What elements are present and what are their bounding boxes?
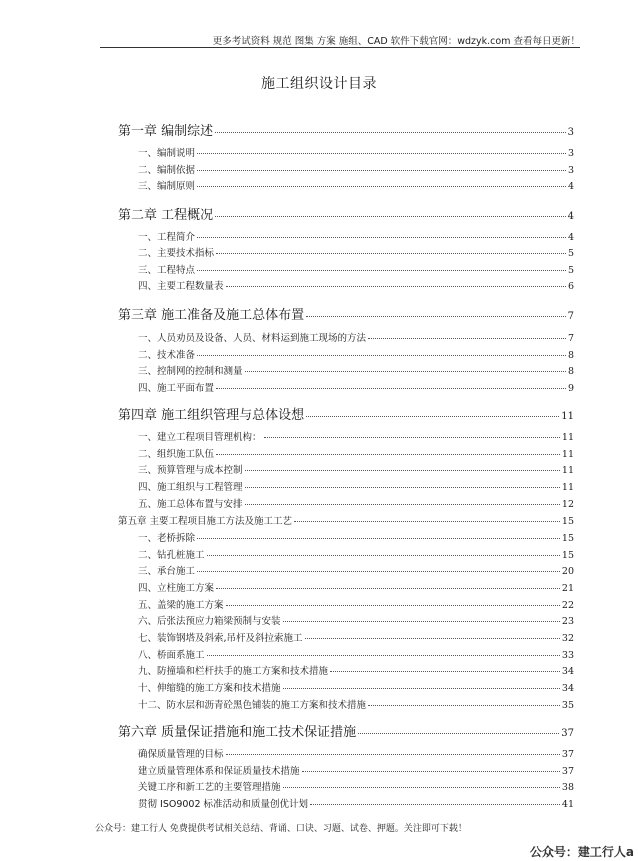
toc-chapter-entry: [118, 513, 574, 527]
toc-entry-label: 八、桥面系施工: [138, 650, 205, 661]
toc-page-number: 7: [567, 333, 574, 344]
toc-entry-label: 第一章 编制综述: [118, 124, 214, 139]
toc-entry-label: 五、盖梁的施工方案: [138, 600, 224, 611]
toc-page-number: 6: [567, 281, 574, 292]
toc-dot-leader: [216, 388, 566, 389]
toc-dot-leader: [215, 132, 565, 133]
toc-section-entry: [138, 262, 574, 276]
toc-entry-label: 七、装饰钢塔及斜索,吊杆及斜拉索施工: [138, 633, 303, 644]
toc-dot-leader: [306, 316, 565, 317]
toc-page-number: 4: [567, 211, 574, 222]
toc-dot-leader: [216, 253, 566, 254]
toc-entry-label: 三、工程特点: [138, 265, 196, 276]
toc-page-number: 3: [567, 165, 574, 176]
toc-chapter-entry: [118, 204, 574, 223]
toc-section-entry: [138, 563, 574, 577]
toc-section-entry: [138, 429, 574, 443]
toc-dot-leader: [245, 487, 560, 488]
toc-section-entry: [138, 479, 574, 493]
toc-entry-label: 关键工序和新工艺的主要管理措施: [138, 782, 281, 793]
toc-page-number: 35: [561, 700, 574, 711]
toc-dot-leader: [197, 270, 566, 271]
toc-entry-label: 三、控制网的控制和测量: [138, 366, 243, 377]
toc-dot-leader: [310, 804, 560, 805]
toc-page-number: 3: [567, 148, 574, 159]
toc-page-number: 33: [561, 650, 574, 661]
toc-page-number: 34: [561, 683, 574, 694]
toc-dot-leader: [226, 754, 560, 755]
footer-note: 公众号：建工行人 免费提供考试相关总结、背诵、口诀、习题、试卷、押题。关注即可下载！: [95, 824, 467, 834]
toc-entry-label: 九、防撞墙和栏杆扶手的施工方案和技术措施: [138, 666, 329, 677]
toc-page-number: 15: [561, 550, 574, 561]
watermark-text: 公众号：建工行人a: [529, 845, 634, 859]
toc-section-entry: [138, 779, 574, 793]
toc-entry-label: 第三章 施工准备及施工总体布置: [118, 308, 305, 323]
header-note: 更多考试资料 规范 图集 方案 施组、CAD 软件下载官网：wdzyk.com 查看每日更新！: [212, 36, 580, 47]
toc-section-entry: [138, 530, 574, 544]
toc-page-number: 8: [567, 366, 574, 377]
toc-dot-leader: [283, 787, 560, 788]
toc-page-number: 4: [567, 232, 574, 243]
toc-page-number: 34: [561, 666, 574, 677]
toc-section-entry: [138, 746, 574, 760]
toc-page-number: 37: [561, 766, 574, 777]
toc-entry-label: 一、老桥拆除: [138, 533, 196, 544]
toc-section-entry: [138, 796, 574, 810]
toc-section-entry: [138, 462, 574, 476]
toc-page-number: 12: [561, 499, 574, 510]
toc-entry-label: 十、伸缩缝的施工方案和技术措施: [138, 683, 281, 694]
toc-page-number: 37: [561, 728, 574, 739]
toc-chapter-entry: [118, 404, 574, 423]
toc-entry-label: 五、施工总体布置与安排: [138, 499, 243, 510]
toc-section-entry: [138, 663, 574, 677]
toc-section-entry: [138, 580, 574, 594]
toc-entry-label: 二、编制依据: [138, 165, 196, 176]
toc-entry-label: 一、人员劝员及设备、人员、材料运到施工现场的方法: [138, 333, 367, 344]
toc-entry-label: 建立质量管理体系和保证质量技术措施: [138, 766, 300, 777]
toc-entry-label: 二、技术准备: [138, 350, 196, 361]
toc-page-number: 5: [567, 248, 574, 259]
toc-entry-label: 十二、防水层和沥青砼黑色铺装的施工方案和技术措施: [138, 700, 367, 711]
toc-section-entry: [138, 162, 574, 176]
toc-entry-label: 六、后张法预应力箱梁预制与安装: [138, 616, 281, 627]
toc-section-entry: [138, 697, 574, 711]
toc-page-number: 4: [567, 181, 574, 192]
toc-entry-label: 一、工程简介: [138, 232, 196, 243]
toc-page-number: 9: [567, 383, 574, 394]
toc-dot-leader: [197, 186, 566, 187]
toc-entry-label: 确保质量管理的目标: [138, 749, 224, 760]
toc-entry-label: 四、施工平面布置: [138, 383, 215, 394]
toc-section-entry: [138, 363, 574, 377]
toc-section-entry: [138, 446, 574, 460]
toc-page-number: 7: [567, 311, 574, 322]
toc-page-number: 8: [567, 350, 574, 361]
toc-dot-leader: [264, 437, 560, 438]
toc-entry-label: 第五章 主要工程项目施工方法及施工工艺: [118, 516, 293, 527]
toc-dot-leader: [197, 153, 566, 154]
toc-chapter-entry: [118, 304, 574, 323]
toc-section-entry: [138, 347, 574, 361]
toc-entry-label: 第二章 工程概况: [118, 208, 214, 223]
toc-section-entry: [138, 647, 574, 661]
toc-dot-leader: [368, 338, 566, 339]
toc-dot-leader: [283, 621, 560, 622]
document-title: 施工组织设计目录: [261, 76, 377, 92]
toc-page-number: 11: [561, 465, 574, 476]
toc-dot-leader: [302, 771, 560, 772]
toc-dot-leader: [245, 470, 560, 471]
toc-page-number: 5: [567, 265, 574, 276]
toc-dot-leader: [216, 454, 560, 455]
toc-entry-label: 二、钻孔桩施工: [138, 550, 205, 561]
toc-dot-leader: [245, 504, 560, 505]
toc-dot-leader: [330, 671, 560, 672]
toc-section-entry: [138, 496, 574, 510]
toc-section-entry: [138, 278, 574, 292]
toc-section-entry: [138, 547, 574, 561]
toc-entry-label: 三、预算管理与成本控制: [138, 465, 243, 476]
toc-dot-leader: [197, 355, 566, 356]
toc-page-number: 15: [561, 516, 574, 527]
toc-dot-leader: [216, 588, 560, 589]
toc-page-number: 11: [561, 411, 574, 422]
toc-entry-label: 一、建立工程项目管理机构：: [138, 432, 262, 443]
toc-page-number: 22: [561, 600, 574, 611]
toc-section-entry: [138, 229, 574, 243]
toc-page-number: 11: [561, 449, 574, 460]
toc-section-entry: [138, 380, 574, 394]
toc-section-entry: [138, 145, 574, 159]
toc-entry-label: 三、编制原则: [138, 181, 196, 192]
toc-chapter-entry: [118, 721, 574, 740]
toc-page-number: 11: [561, 482, 574, 493]
toc-section-entry: [138, 630, 574, 644]
toc-entry-label: 四、立柱施工方案: [138, 583, 215, 594]
toc-dot-leader: [226, 286, 566, 287]
toc-dot-leader: [197, 571, 560, 572]
toc-dot-leader: [294, 521, 560, 522]
toc-dot-leader: [207, 555, 560, 556]
toc-entry-label: 第四章 施工组织管理与总体设想: [118, 408, 305, 423]
toc-entry-label: 二、主要技术指标: [138, 248, 215, 259]
toc-page-number: 3: [567, 127, 574, 138]
toc-page-number: 21: [561, 583, 574, 594]
toc-section-entry: [138, 245, 574, 259]
toc-page-number: 37: [561, 749, 574, 760]
toc-dot-leader: [207, 655, 560, 656]
toc-dot-leader: [197, 237, 566, 238]
toc-section-entry: [138, 763, 574, 777]
toc-page-number: 11: [561, 432, 574, 443]
toc-dot-leader: [245, 371, 566, 372]
toc-dot-leader: [197, 538, 560, 539]
toc-section-entry: [138, 613, 574, 627]
toc-chapter-entry: [118, 120, 574, 139]
toc-dot-leader: [306, 416, 559, 417]
toc-entry-label: 二、组织施工队伍: [138, 449, 215, 460]
header-rule: [100, 47, 580, 48]
toc-entry-label: 三、承台施工: [138, 566, 196, 577]
toc-page-number: 41: [561, 799, 574, 810]
toc-dot-leader: [283, 688, 560, 689]
toc-dot-leader: [215, 216, 565, 217]
toc-dot-leader: [197, 170, 566, 171]
toc-dot-leader: [358, 733, 559, 734]
toc-entry-label: 四、施工组织与工程管理: [138, 482, 243, 493]
toc-entry-label: 贯彻 ISO9002 标准活动和质量创优计划: [138, 799, 309, 810]
toc-page-number: 20: [561, 566, 574, 577]
toc-section-entry: [138, 178, 574, 192]
toc-dot-leader: [226, 605, 560, 606]
toc-entry-label: 四、主要工程数量表: [138, 281, 224, 292]
toc-page-number: 38: [561, 782, 574, 793]
toc-section-entry: [138, 330, 574, 344]
toc-section-entry: [138, 597, 574, 611]
toc-entry-label: 第六章 质量保证措施和施工技术保证措施: [118, 725, 357, 740]
toc-page-number: 32: [561, 633, 574, 644]
toc-section-entry: [138, 680, 574, 694]
toc-page-number: 23: [561, 616, 574, 627]
toc-entry-label: 一、编制说明: [138, 148, 196, 159]
toc-dot-leader: [305, 638, 560, 639]
toc-page-number: 15: [561, 533, 574, 544]
toc-dot-leader: [368, 705, 560, 706]
